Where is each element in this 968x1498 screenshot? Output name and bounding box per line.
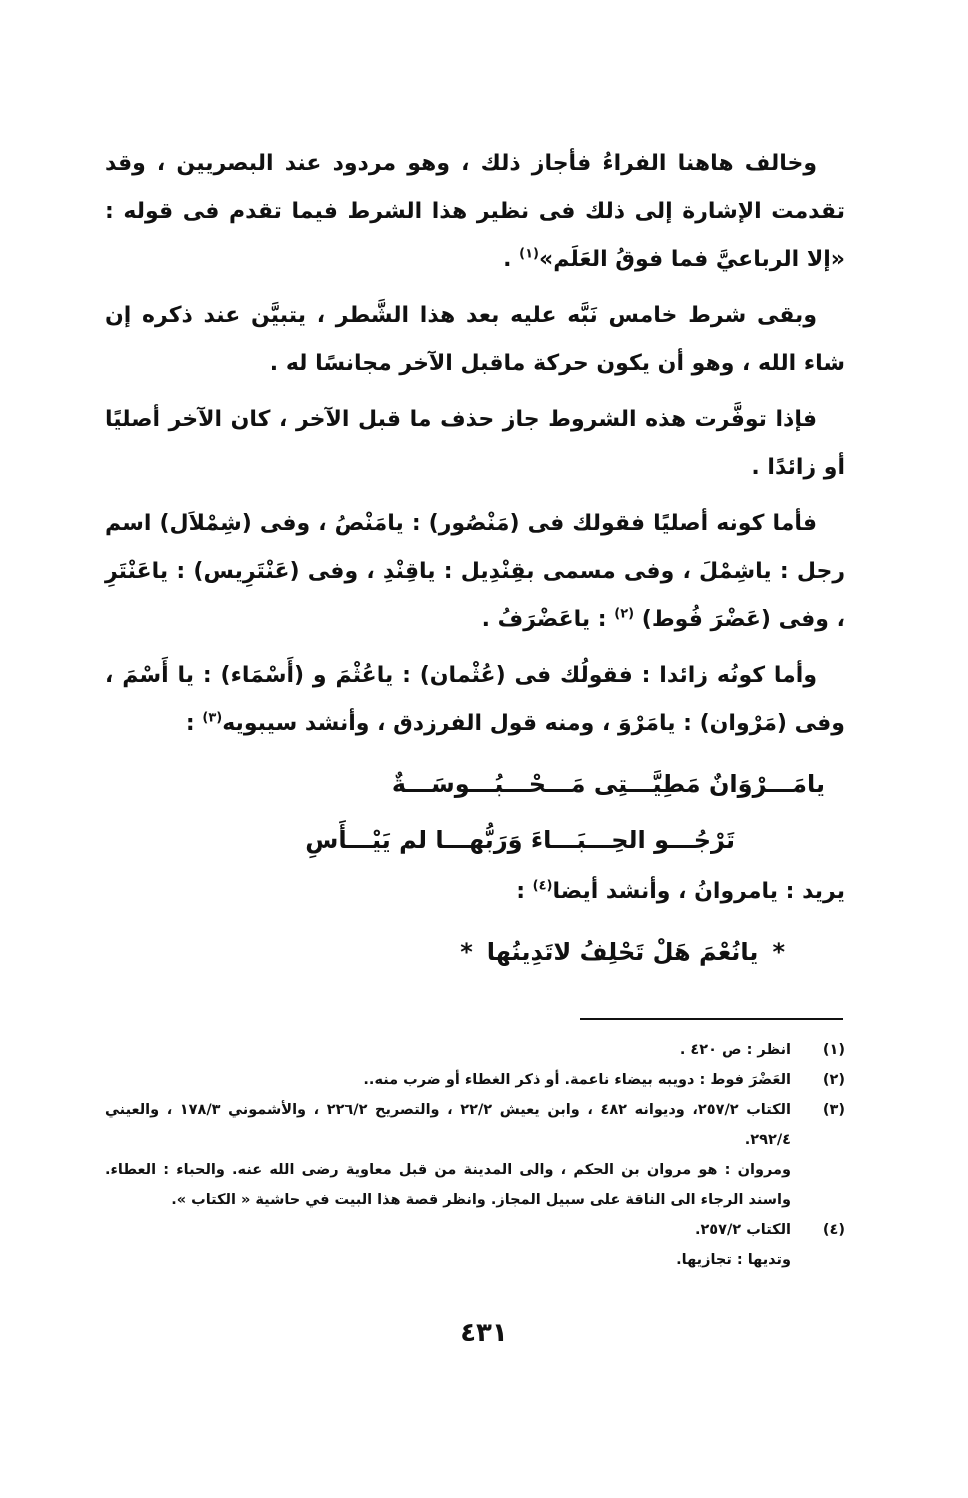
verse-block	[105, 756, 845, 868]
paragraph-tail: .	[503, 247, 520, 272]
paragraph-text: وخالف هاهنا الفراءُ فأجاز ذلك ، وهو مردود عند البصريين ، وقد تقدمت الإشارة إلى ذلك فى نظير هذا الشرط فيما تقدم فى قوله : «إلا الرباعيَّ فما فوقُ العَلَم»	[105, 151, 845, 272]
verse-hemistich-2: تَرْجُـــو الحِـــبَـــاءَ وَرَبُّهـــا لم يَيْـــأَسِ	[305, 826, 735, 854]
footnote-number: (٣)	[822, 1102, 845, 1118]
paragraph-5	[105, 652, 845, 748]
footnote-4-continuation: وتديها : تجازيها.	[676, 1252, 791, 1268]
paragraph-tail: : ياعَضْرَفُ .	[481, 607, 615, 632]
paragraph-text: فأما كونه أصليًا فقولك فى (مَنْصُور) : يامَنْصُ ، وفى (شِمْلاَل) اسم رجل : ياشِمْلَ ، وفى مسمى بقِنْدِيل : ياقِنْدِ ، وفى (عَنْتَرِيس) : ياعَنْتَرِ ، وفى (عَضْرَ فُوط)	[105, 511, 845, 632]
verse-single-line	[105, 924, 845, 980]
star-icon: *	[772, 938, 785, 966]
paragraph-2: وبقى شرط خامس نَبَّه عليه بعد هذا الشَّطر ، يتبيَّن عند ذكره إن شاء الله ، وهو أن يكون حركة ماقبل الآخر مجانسًا له .	[105, 303, 845, 376]
footnotes	[105, 1035, 845, 1275]
footnote-number: (٢)	[822, 1072, 845, 1088]
page-number: ٤٣١	[460, 1318, 508, 1348]
footnote-ref-2[interactable]: (٢)	[614, 606, 635, 622]
footnote-3	[105, 1095, 845, 1155]
paragraph-4	[105, 500, 845, 644]
paragraph-text: يريد : يامروانُ ، وأنشد أيضا	[552, 879, 845, 904]
star-icon: *	[460, 938, 473, 966]
footnote-text: العَضْرَ فوط : دويبه بيضاء ناعمة. أو ذكر الغطاء أو ضرب منه..	[363, 1072, 791, 1088]
footnote-ref-3[interactable]: (٣)	[202, 710, 223, 726]
footnote-ref-4[interactable]: (٤)	[532, 878, 553, 894]
verse-text: يانُعْمَ هَلْ تَحْلِفُ لاتَدِينُها	[486, 938, 759, 966]
footnote-3-continuation: ومروان : هو مروان بن الحكم ، والى المدينة من قبل معاوية رضى الله عنه. والحباء : العطاء. واسند الرجاء الى الناقة على سبيل المجاز. وانظر قصة هذا البيت في حاشية « الكتاب ».	[105, 1162, 791, 1208]
footnote-ref-1[interactable]: (١)	[519, 246, 539, 262]
footnote-1	[105, 1035, 845, 1065]
paragraph-3: فإذا توفَّرت هذه الشروط جاز حذف ما قبل الآخر ، كان الآخر أصليًا أو زائدًا .	[105, 407, 845, 480]
verse-block-2	[105, 924, 845, 980]
footnote-2	[105, 1065, 845, 1095]
main-text	[105, 140, 845, 980]
footnote-4	[105, 1215, 845, 1245]
paragraph-text: وأما كونُه زائدا : فقولُك فى (عُثْمان) : ياعُثْمَ و (أَسْمَاء) : يا أَسْمَ ، وفى (مَرْوان) : يامَرْوَ ، ومنه قول الفرزدق ، وأنشد سيبويه	[105, 663, 845, 736]
footnote-text: انظر : ص ٤٢٠ .	[679, 1042, 791, 1058]
paragraph-1	[105, 140, 845, 284]
paragraph-6	[105, 868, 845, 916]
paragraph-tail: :	[516, 879, 533, 904]
footnote-number: (٤)	[822, 1222, 845, 1238]
footnote-text: الكتاب ٢٥٧/٢، وديوانه ٤٨٢ ، وابن يعيش ٢٢/٢ ، والتصريح ٢٢٦/٢ ، والأشموني ١٧٨/٣ ، والعيني ٢٩٢/٤.	[105, 1102, 791, 1148]
footnote-number: (١)	[822, 1042, 845, 1058]
footnote-divider	[580, 1018, 843, 1020]
paragraph-tail: :	[185, 711, 203, 736]
footnote-text: الكتاب ٢٥٧/٢.	[694, 1222, 791, 1238]
verse-hemistich-1: يامَـــرْوَانٌ مَطِيَّـــتِى مَـــحْـــبُـــوسَـــةٌ	[391, 770, 825, 798]
